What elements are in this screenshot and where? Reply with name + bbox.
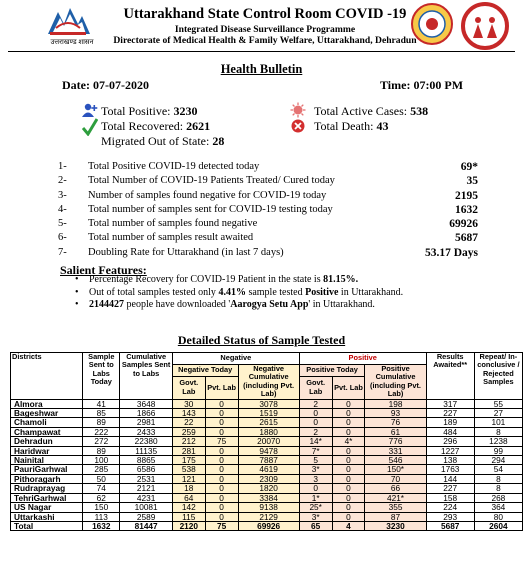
table-cell: 1519	[238, 409, 299, 418]
table-cell: 9138	[238, 503, 299, 512]
table-cell: Uttarkashi	[11, 512, 83, 521]
bulletin-date: Date: 07-07-2020	[62, 78, 149, 92]
table-cell: 0	[332, 409, 365, 418]
item-number: 2-	[58, 175, 67, 187]
item-value: 1632	[455, 203, 478, 216]
table-cell: 1632	[83, 521, 120, 530]
total-recovered: Total Recovered: 2621	[101, 119, 211, 133]
table-cell: 227	[426, 484, 474, 493]
bulletin-item	[58, 189, 478, 203]
item-label: Total number of samples found negative	[88, 218, 258, 230]
col-positive: Positive	[299, 353, 426, 365]
sample-status-table	[10, 352, 523, 531]
table-cell: Champawat	[11, 427, 83, 436]
table-cell: 538	[172, 465, 205, 474]
table-cell: 285	[83, 465, 120, 474]
col-pos-today: Positive Today	[299, 365, 365, 377]
salient-features-list	[75, 274, 403, 312]
table-cell: 0	[205, 503, 238, 512]
item-number: 1-	[58, 161, 67, 172]
bulletin-items	[58, 160, 478, 260]
table-cell: 212	[172, 437, 205, 446]
table-cell: 85	[83, 409, 120, 418]
table-cell: 3230	[365, 521, 426, 530]
table-cell: 8	[474, 427, 522, 436]
col-pos-govt: Govt. Lab	[299, 376, 332, 399]
table-cell: 20070	[238, 437, 299, 446]
bulletin-item	[58, 217, 478, 231]
item-value: 53.17 Days	[424, 246, 478, 259]
table-cell: 2120	[172, 521, 205, 530]
table-cell: 331	[365, 446, 426, 455]
table-cell: Pithoragarh	[11, 474, 83, 483]
table-cell: 484	[426, 427, 474, 436]
table-cell: 30	[172, 399, 205, 408]
item-number: 5-	[58, 218, 67, 230]
table-cell: 776	[365, 437, 426, 446]
table-cell: 150*	[365, 465, 426, 474]
table-cell: 175	[172, 456, 205, 465]
table-cell: 2531	[120, 474, 173, 483]
table-cell: 81447	[120, 521, 173, 530]
table-cell: 89	[83, 418, 120, 427]
table-cell: 0	[332, 474, 365, 483]
table-cell: 0	[205, 446, 238, 455]
item-number: 4-	[58, 203, 67, 215]
table-cell: Dehradun	[11, 437, 83, 446]
col-sent-today: Sample Sent to Labs Today	[83, 353, 120, 400]
table-cell: Haridwar	[11, 446, 83, 455]
table-cell: 6586	[120, 465, 173, 474]
close-circle-icon	[291, 119, 305, 138]
table-cell: 2121	[120, 484, 173, 493]
table-cell: 0	[332, 456, 365, 465]
table-cell: 1820	[238, 484, 299, 493]
table-cell: 64	[172, 493, 205, 502]
table-cell: 3*	[299, 512, 332, 521]
table-cell: TehriGarhwal	[11, 493, 83, 502]
table-cell: 4*	[332, 437, 365, 446]
table-cell: 61	[365, 427, 426, 436]
col-repeat: Repeat/ In-conclusive / Rejected Samples	[474, 353, 522, 400]
table-total-row	[11, 521, 523, 530]
table-cell: 75	[205, 437, 238, 446]
table-cell: 2615	[238, 418, 299, 427]
table-cell: 259	[172, 427, 205, 436]
table-cell: US Nagar	[11, 503, 83, 512]
table-cell: 2	[299, 399, 332, 408]
table-cell: 0	[205, 399, 238, 408]
table-cell: 222	[83, 427, 120, 436]
item-label: Doubling Rate for Uttarakhand (in last 7 days)	[88, 246, 284, 258]
table-cell: 0	[205, 512, 238, 521]
item-number: 3-	[58, 189, 67, 201]
table-row	[11, 437, 523, 446]
salient-features-title: Salient Features:	[60, 263, 147, 277]
col-negative: Negative	[172, 353, 299, 365]
col-neg-govt: Govt. Lab	[172, 376, 205, 399]
table-cell: 76	[365, 418, 426, 427]
table-cell: 268	[474, 493, 522, 502]
table-cell: 4619	[238, 465, 299, 474]
table-cell: 364	[474, 503, 522, 512]
table-cell: 74	[83, 484, 120, 493]
table-cell: 317	[426, 399, 474, 408]
header-title: Uttarakhand State Control Room COVID -19	[123, 6, 407, 22]
table-cell: 18	[172, 484, 205, 493]
col-neg-pvt: Pvt. Lab	[205, 376, 238, 399]
col-pos-cum: Positive Cumulative (including Pvt. Lab)	[365, 365, 426, 400]
table-cell: 0	[299, 484, 332, 493]
table-cell: 50	[83, 474, 120, 483]
table-cell: 293	[426, 512, 474, 521]
table-cell: 142	[172, 503, 205, 512]
item-value: 69926	[449, 218, 478, 231]
table-cell: 0	[205, 409, 238, 418]
table-cell: 1*	[299, 493, 332, 502]
table-cell: 0	[205, 493, 238, 502]
bulletin-item	[58, 246, 478, 260]
table-cell: 198	[365, 399, 426, 408]
table-cell: 3078	[238, 399, 299, 408]
table-cell: Total	[11, 521, 83, 530]
table-cell: 54	[474, 465, 522, 474]
table-cell: 281	[172, 446, 205, 455]
col-neg-today: Negative Today	[172, 365, 238, 377]
table-cell: 25*	[299, 503, 332, 512]
salient-recovery: • Percentage Recovery for COVID-19 Patient in the state is 81.15%.	[75, 274, 403, 287]
table-row	[11, 465, 523, 474]
table-cell: 8	[474, 474, 522, 483]
table-cell: 41	[83, 399, 120, 408]
bulletin-title: Health Bulletin	[220, 62, 303, 76]
col-cum-sent: Cumulative Samples Sent to Labs	[120, 353, 173, 400]
table-cell: 0	[332, 399, 365, 408]
bulletin-item	[58, 231, 478, 245]
bulletin-item	[58, 203, 478, 217]
header-subtitle: Integrated Disease Surveillance Programme	[174, 24, 356, 35]
table-cell: 66	[365, 484, 426, 493]
total-active-cases: Total Active Cases: 538	[314, 104, 429, 118]
table-cell: 0	[205, 474, 238, 483]
table-cell: 62	[83, 493, 120, 502]
table-cell: 100	[83, 456, 120, 465]
header-divider	[8, 51, 515, 52]
table-cell: 7*	[299, 446, 332, 455]
item-label: Total number of samples result awaited	[88, 232, 254, 244]
item-value: 35	[466, 175, 478, 188]
table-cell: 272	[83, 437, 120, 446]
table-cell: 0	[332, 418, 365, 427]
migrated-out: Migrated Out of State: 28	[101, 134, 225, 148]
item-value: 5687	[455, 232, 478, 245]
item-label: Total Positive COVID-19 detected today	[88, 161, 260, 172]
table-cell: 75	[205, 521, 238, 530]
table-cell: 3384	[238, 493, 299, 502]
table-cell: 5687	[426, 521, 474, 530]
table-cell: 224	[426, 503, 474, 512]
col-neg-cum: Negative Cumulative (including Pvt. Lab)	[238, 365, 299, 400]
item-value: 69*	[460, 161, 478, 173]
bulletin-time: Time: 07:00 PM	[380, 78, 464, 92]
table-cell: 0	[205, 456, 238, 465]
table-cell: 3*	[299, 465, 332, 474]
table-cell: 1880	[238, 427, 299, 436]
check-icon	[82, 118, 98, 141]
table-cell: 355	[365, 503, 426, 512]
table-cell: 4231	[120, 493, 173, 502]
table-row	[11, 512, 523, 521]
table-cell: 115	[172, 512, 205, 521]
table-row	[11, 484, 523, 493]
table-cell: 0	[332, 484, 365, 493]
table-cell: 0	[332, 465, 365, 474]
salient-aarogya: • 2144427 people have downloaded 'Aarogya Setu App' in Uttarakhand.	[75, 299, 403, 312]
table-cell: 5	[299, 456, 332, 465]
item-value: 2195	[455, 189, 478, 202]
table-row	[11, 503, 523, 512]
total-positive: Total Positive: 3230	[101, 104, 198, 118]
item-label: Number of samples found negative for COVID-19 today	[88, 189, 327, 201]
nhm-logo	[460, 2, 510, 50]
table-cell: 2	[299, 427, 332, 436]
table-cell: 1866	[120, 409, 173, 418]
table-cell: 93	[365, 409, 426, 418]
table-cell: 8865	[120, 456, 173, 465]
table-cell: 2981	[120, 418, 173, 427]
table-cell: 138	[426, 456, 474, 465]
table-cell: 9478	[238, 446, 299, 455]
table-cell: 0	[332, 446, 365, 455]
table-cell: 65	[299, 521, 332, 530]
table-cell: 0	[332, 427, 365, 436]
table-cell: 8	[474, 484, 522, 493]
table-cell: 7887	[238, 456, 299, 465]
table-cell: 1238	[474, 437, 522, 446]
table-cell: 227	[426, 409, 474, 418]
table-cell: 1227	[426, 446, 474, 455]
table-cell: 0	[205, 418, 238, 427]
table-cell: 143	[172, 409, 205, 418]
table-cell: 70	[365, 474, 426, 483]
table-cell: 158	[426, 493, 474, 502]
table-cell: 55	[474, 399, 522, 408]
table-cell: 22	[172, 418, 205, 427]
table-cell: 189	[426, 418, 474, 427]
table-cell: 0	[299, 418, 332, 427]
table-cell: 144	[426, 474, 474, 483]
table-cell: 27	[474, 409, 522, 418]
table-cell: 4	[332, 521, 365, 530]
table-cell: 2129	[238, 512, 299, 521]
table-cell: 0	[205, 465, 238, 474]
table-cell: 421*	[365, 493, 426, 502]
table-cell: Rudraprayag	[11, 484, 83, 493]
table-cell: 11135	[120, 446, 173, 455]
table-cell: 3648	[120, 399, 173, 408]
table-cell: 14*	[299, 437, 332, 446]
bulletin-item	[58, 174, 478, 188]
item-number: 6-	[58, 232, 67, 244]
table-cell: 3	[299, 474, 332, 483]
item-number: 7-	[58, 246, 67, 258]
item-label: Total Number of COVID-19 Patients Treated/ Cured today	[88, 175, 335, 187]
table-cell: 0	[205, 427, 238, 436]
table-cell: 294	[474, 456, 522, 465]
table-cell: 121	[172, 474, 205, 483]
table-cell: 546	[365, 456, 426, 465]
table-cell: 0	[332, 503, 365, 512]
col-awaited: Results Awaited**	[426, 353, 474, 400]
col-pos-pvt: Pvt. Lab	[332, 376, 365, 399]
table-cell: 99	[474, 446, 522, 455]
col-districts: Districts	[11, 353, 83, 400]
table-cell: 0	[332, 493, 365, 502]
table-cell: 89	[83, 446, 120, 455]
item-label: Total number of samples sent for COVID-19 testing today	[88, 203, 333, 215]
table-cell: Chamoli	[11, 418, 83, 427]
salient-positivity: • Out of total samples tested only 4.41% sample tested Positive in Uttarakhand.	[75, 287, 403, 300]
header-department: Directorate of Medical Health & Family Welfare, Uttarakhand, Dehradun	[113, 35, 417, 46]
table-cell: 296	[426, 437, 474, 446]
emblem-caption: उत्तराखण्ड शासन	[50, 38, 94, 46]
table-cell: 22380	[120, 437, 173, 446]
table-cell: 69926	[238, 521, 299, 530]
table-cell: 150	[83, 503, 120, 512]
table-cell: 2604	[474, 521, 522, 530]
table-cell: 1763	[426, 465, 474, 474]
table-cell: 101	[474, 418, 522, 427]
table-cell: 0	[205, 484, 238, 493]
table-cell: 0	[299, 409, 332, 418]
table-cell: Nainital	[11, 456, 83, 465]
table-cell: 87	[365, 512, 426, 521]
table-cell: 113	[83, 512, 120, 521]
table-cell: 2309	[238, 474, 299, 483]
table-cell: 2589	[120, 512, 173, 521]
detailed-status-title: Detailed Status of Sample Tested	[177, 333, 346, 347]
table-cell: 80	[474, 512, 522, 521]
table-cell: Bageshwar	[11, 409, 83, 418]
total-death: Total Death: 43	[314, 119, 389, 133]
table-cell: PauriGarhwal	[11, 465, 83, 474]
table-cell: 0	[332, 512, 365, 521]
table-cell: Almora	[11, 399, 83, 408]
bulletin-item	[58, 160, 478, 174]
table-cell: 10081	[120, 503, 173, 512]
table-cell: 2433	[120, 427, 173, 436]
table-row	[11, 418, 523, 427]
